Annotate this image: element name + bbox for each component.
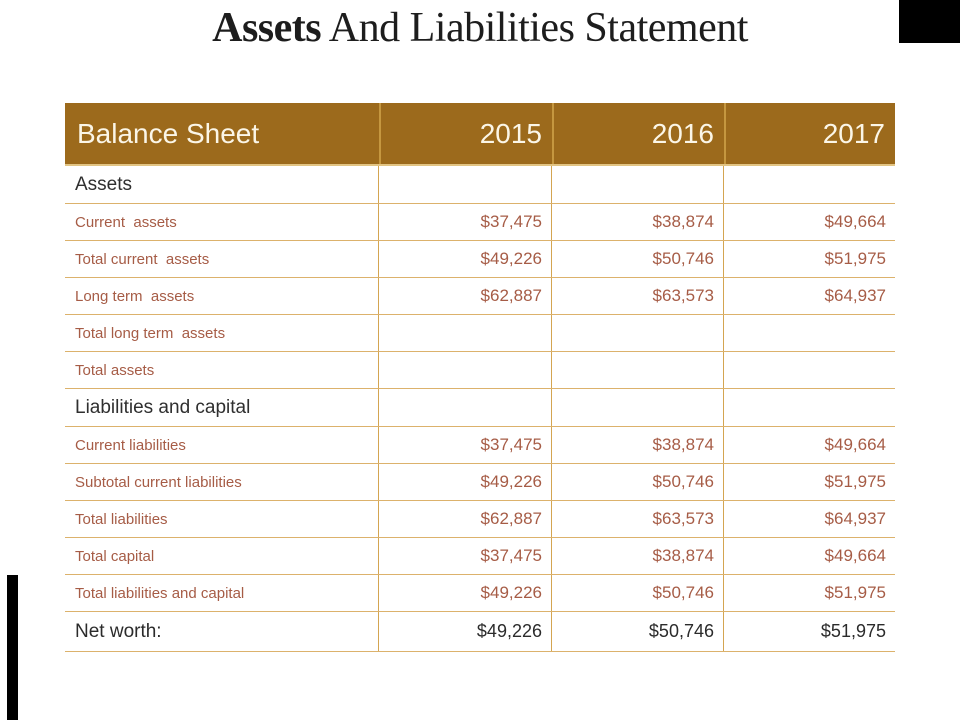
cell-2016: $50,746: [552, 241, 724, 277]
cell-2017: [724, 315, 895, 351]
cell-2016: [552, 315, 724, 351]
cell-2017: $64,937: [824, 509, 886, 528]
row-label: Total capital: [65, 538, 379, 574]
table-header-balance-sheet: Balance Sheet: [77, 117, 260, 149]
cell-2015: $37,475: [379, 204, 552, 240]
row-label: Current assets: [65, 204, 379, 240]
cell-2015: [379, 389, 552, 426]
cell-2017: $51,975: [824, 583, 886, 602]
cell-2016: $63,573: [552, 501, 724, 537]
cell-2015: $49,226: [379, 241, 552, 277]
cell-2017: $51,975: [824, 472, 886, 491]
cell-2015: $49,226: [379, 612, 552, 651]
cell-2016: $38,874: [552, 427, 724, 463]
net-worth-row: [65, 612, 895, 652]
cell-2015: $62,887: [379, 278, 552, 314]
cell-2015: $37,475: [379, 538, 552, 574]
cell-2017: $49,664: [824, 435, 886, 454]
cell-2017: $64,937: [824, 286, 886, 305]
row-label: Total liabilities and capital: [65, 575, 379, 611]
table-row: [65, 204, 895, 241]
table-row: [65, 241, 895, 278]
balance-sheet-table: [65, 103, 895, 652]
cell-2015: $62,887: [379, 501, 552, 537]
cell-2016: $38,874: [552, 204, 724, 240]
page-title: [0, 4, 960, 52]
table-row: [65, 575, 895, 612]
table-header-row: [65, 103, 895, 166]
table-row: [65, 501, 895, 538]
cell-2017: [724, 166, 895, 203]
cell-2017: $51,975: [824, 249, 886, 268]
row-label: Current liabilities: [65, 427, 379, 463]
table-row: [65, 352, 895, 389]
cell-2015: $37,475: [379, 427, 552, 463]
cell-2016: $50,746: [552, 464, 724, 500]
row-label: Total current assets: [65, 241, 379, 277]
cell-2016: [552, 352, 724, 388]
table-row: [65, 315, 895, 352]
cell-2017: $49,664: [824, 212, 886, 231]
cell-2016: $63,573: [552, 278, 724, 314]
section-row: [65, 389, 895, 427]
table-header-year-2017: 2017: [724, 103, 895, 164]
table-row: [65, 427, 895, 464]
table-row: [65, 464, 895, 501]
bottom-left-accent-bar: [7, 575, 18, 720]
section-row: [65, 166, 895, 204]
page-title-bold-word: Assets: [212, 5, 322, 51]
row-label: Total long term assets: [65, 315, 379, 351]
row-label: Net worth:: [65, 612, 379, 651]
cell-2015: [379, 315, 552, 351]
row-label: Total assets: [65, 352, 379, 388]
cell-2015: $49,226: [379, 464, 552, 500]
cell-2016: $38,874: [552, 538, 724, 574]
row-label: Assets: [65, 166, 379, 203]
table-row: [65, 278, 895, 315]
row-label: Subtotal current liabilities: [65, 464, 379, 500]
page-title-rest: And Liabilities Statement: [321, 5, 748, 51]
cell-2015: $49,226: [379, 575, 552, 611]
row-label: Total liabilities: [65, 501, 379, 537]
cell-2017: $51,975: [820, 621, 886, 641]
row-label: Liabilities and capital: [65, 389, 379, 426]
cell-2017: [724, 352, 895, 388]
cell-2016: $50,746: [552, 612, 724, 651]
table-body: [65, 166, 895, 652]
table-row: [65, 538, 895, 575]
cell-2015: [379, 166, 552, 203]
cell-2015: [379, 352, 552, 388]
table-header-year-2015: 2015: [379, 103, 552, 164]
cell-2016: [552, 389, 724, 426]
cell-2017: $49,664: [824, 546, 886, 565]
table-header-year-2016: 2016: [552, 103, 724, 164]
cell-2017: [724, 389, 895, 426]
row-label: Long term assets: [65, 278, 379, 314]
cell-2016: $50,746: [552, 575, 724, 611]
cell-2016: [552, 166, 724, 203]
